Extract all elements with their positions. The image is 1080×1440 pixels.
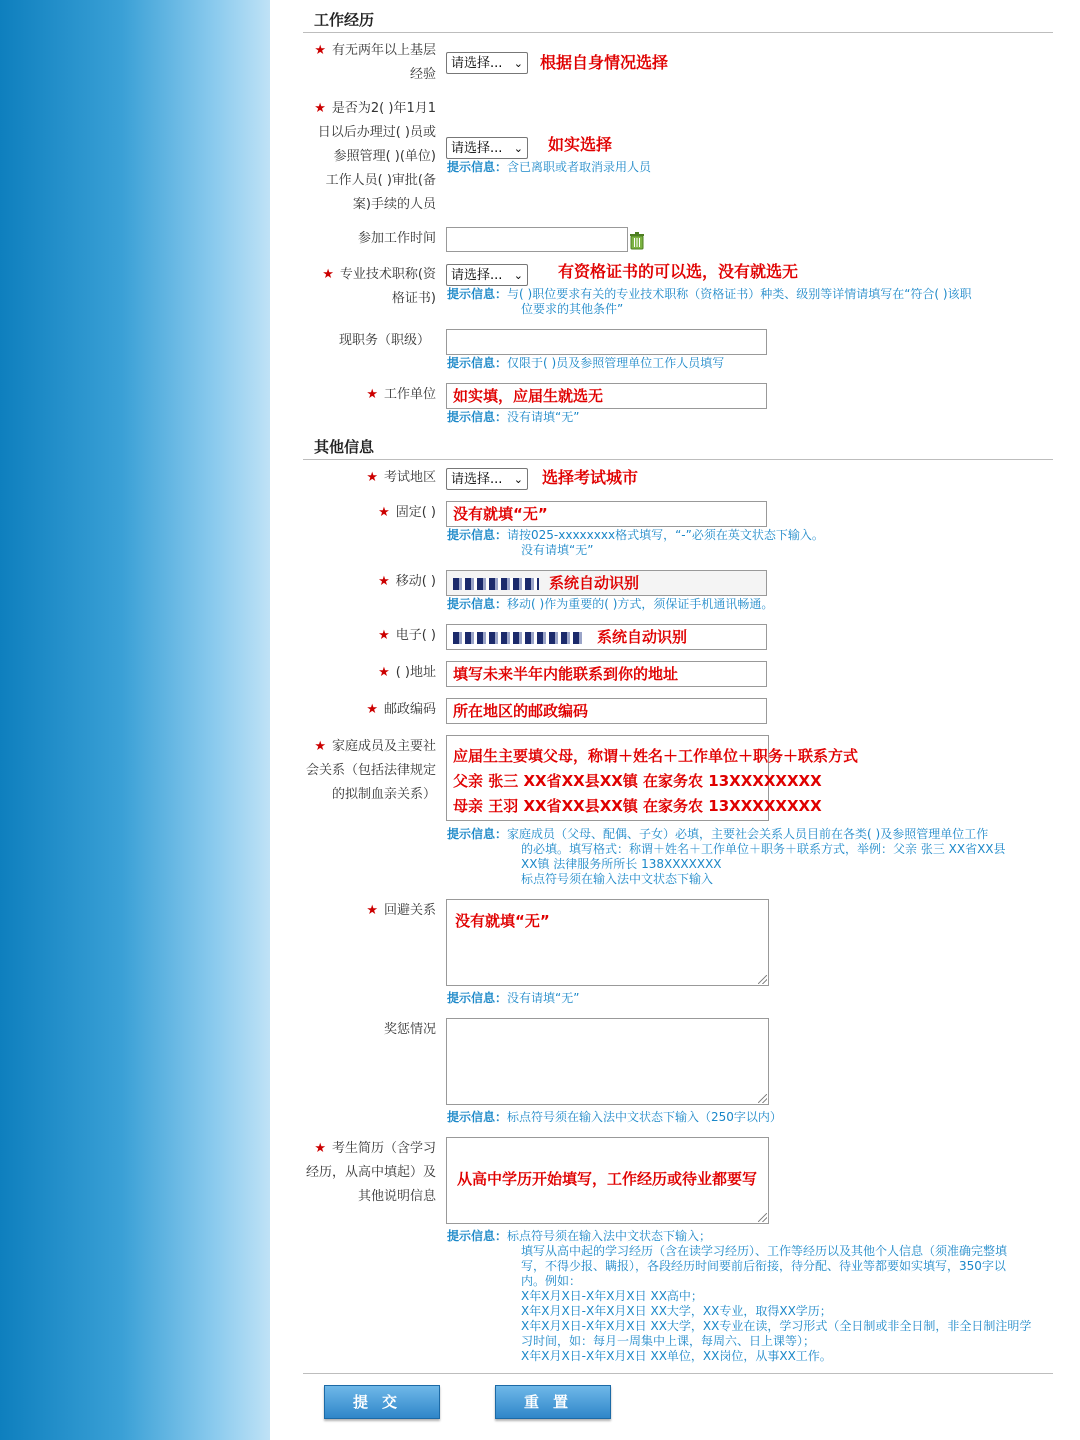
- required-star: ★: [366, 470, 378, 485]
- label-exam-region: ★ 考试地区: [366, 470, 436, 485]
- annotation-professional-title: 有资格证书的可以选，没有就选无: [558, 262, 799, 281]
- section-title-other-info: 其他信息: [314, 438, 375, 456]
- chevron-down-icon: ⌄: [513, 57, 523, 70]
- redacted-email: [453, 632, 585, 644]
- label-awards: 奖惩情况: [383, 1022, 436, 1037]
- hint-family-members: 提示信息：家庭成员（父母、配偶、子女）必填，主要社会关系人员目前在各类( )及参照管理单位工作 的必填。填写格式：称谓＋姓名＋工作单位＋职务＋联系方式，举例：父亲 张三 XX省XX县 XX镇 法律服务所所长 138XXXXXXX 标点符号须在输入法中文状态下输入: [447, 827, 1006, 886]
- redacted-phone: [453, 578, 539, 590]
- label-mobile: ★ 移动( ): [378, 574, 436, 589]
- awards-textarea[interactable]: [446, 1018, 769, 1105]
- select-exam-region[interactable]: 请选择... ⌄: [446, 468, 528, 490]
- hint-awards: 提示信息：标点符号须在输入法中文状态下输入（250字以内）: [447, 1110, 782, 1124]
- avoidance-textarea[interactable]: 没有就填“无”: [446, 899, 769, 986]
- work-start-date-input[interactable]: [446, 227, 628, 252]
- reset-button[interactable]: 重置: [495, 1385, 611, 1419]
- label-postcode: ★ 邮政编码: [366, 702, 436, 717]
- required-star: ★: [366, 903, 378, 918]
- required-star: ★: [366, 387, 378, 402]
- required-star: ★: [378, 628, 390, 643]
- form-footer-divider: [303, 1373, 1053, 1374]
- hint-mobile: 提示信息：移动( )作为重要的( )方式，须保证手机通讯畅通。: [447, 597, 774, 611]
- landline-input[interactable]: 没有就填“无”: [446, 501, 767, 527]
- address-input[interactable]: 填写未来半年内能联系到你的地址: [446, 661, 767, 687]
- select-professional-title[interactable]: 请选择... ⌄: [446, 264, 528, 286]
- mobile-input[interactable]: 系统自动识别: [446, 570, 767, 596]
- label-current-position: 现职务（职级）: [338, 333, 430, 348]
- hint-current-position: 提示信息：仅限于( )员及参照管理单位工作人员填写: [447, 356, 725, 370]
- label-professional-title: ★ 专业技术职称(资 格证书): [322, 267, 436, 306]
- label-civil-servant: ★ 是否为2( )年1月1 日以后办理过( )员或 参照管理( )(单位) 工作人员( )审批(备 案)手续的人员: [314, 101, 436, 212]
- chevron-down-icon: ⌄: [513, 473, 523, 486]
- required-star: ★: [314, 101, 326, 116]
- label-email: ★ 电子( ): [378, 628, 436, 643]
- required-star: ★: [314, 1141, 326, 1156]
- hint-landline: 提示信息：请按025-xxxxxxxx格式填写，“-”必须在英文状态下输入。 没有请填“无”: [447, 528, 824, 557]
- label-family-members: ★ 家庭成员及主要社 会关系（包括法律规定 的拟制血亲关系）: [305, 739, 436, 802]
- required-star: ★: [314, 43, 326, 58]
- current-position-input[interactable]: [446, 329, 767, 355]
- hint-avoidance: 提示信息：没有请填“无”: [447, 991, 580, 1005]
- section-title-work-history: 工作经历: [314, 11, 375, 29]
- label-two-years-experience: ★ 有无两年以上基层 经验: [314, 43, 436, 82]
- required-star: ★: [378, 665, 390, 680]
- required-star: ★: [314, 739, 326, 754]
- section-divider: [303, 459, 1053, 460]
- hint-civil-servant: 提示信息：含已离职或者取消录用人员: [447, 160, 652, 174]
- hint-resume: 提示信息：标点符号须在输入法中文状态下输入； 填写从高中起的学习经历（含在读学习经历）、工作等经历以及其他个人信息（须准确完整填 写，不得少报、瞒报），各段经历时间要前后衔接，待分配、待业等都要如实填写，350字以 内。例如： X年X月X日-X年X月X日 XX高中； X年X月X日-X年X月X日 XX大学，XX专业，取得XX学历； X年X月X日-X年X月X日 XX大学，XX专业在读，学习形式（全日制或非全日制，非全日制注明学 习时间，如：每月一周集中上课，每周六、日上课等）； X年X月X日-X年X月X日 XX单位，XX岗位，从事XX工作。: [447, 1229, 1032, 1363]
- postcode-input[interactable]: 所在地区的邮政编码: [446, 698, 767, 724]
- employer-input[interactable]: 如实填，应届生就选无: [446, 383, 767, 409]
- submit-button[interactable]: 提交: [324, 1385, 440, 1419]
- annotation-exam-region: 选择考试城市: [542, 468, 639, 487]
- select-two-years-experience[interactable]: 请选择... ⌄: [446, 52, 528, 74]
- clear-date-icon[interactable]: [629, 232, 645, 250]
- required-star: ★: [378, 505, 390, 520]
- annotation-two-years: 根据自身情况选择: [540, 53, 669, 72]
- resize-handle[interactable]: [758, 1213, 767, 1222]
- annotation-civil-servant: 如实选择: [548, 135, 613, 154]
- resume-textarea[interactable]: 从高中学历开始填写，工作经历或待业都要写: [446, 1137, 769, 1224]
- label-resume: ★ 考生简历（含学习 经历，从高中填起）及 其他说明信息: [305, 1141, 436, 1204]
- email-input[interactable]: 系统自动识别: [446, 624, 767, 650]
- required-star: ★: [378, 574, 390, 589]
- section-divider: [303, 32, 1053, 33]
- chevron-down-icon: ⌄: [513, 269, 523, 282]
- hint-employer: 提示信息：没有请填“无”: [447, 410, 580, 424]
- resize-handle[interactable]: [758, 975, 767, 984]
- label-landline: ★ 固定( ): [378, 505, 436, 520]
- hint-professional-title: 提示信息：与( )职位要求有关的专业技术职称（资格证书）种类、级别等详情请填写在“符合( )该职 位要求的其他条件”: [447, 287, 972, 316]
- label-avoidance: ★ 回避关系: [366, 903, 436, 918]
- label-address: ★ ( )地址: [378, 665, 436, 680]
- family-members-textarea[interactable]: 应届生主要填父母，称谓＋姓名＋工作单位＋职务＋联系方式 父亲 张三 XX省XX县XX镇 在家务农 13XXXXXXXX 母亲 王羽 XX省XX县XX镇 在家务农 13XXXXXXXX: [446, 735, 769, 821]
- required-star: ★: [322, 267, 334, 282]
- label-work-start: 参加工作时间: [357, 231, 436, 246]
- chevron-down-icon: ⌄: [513, 142, 523, 155]
- left-decorative-sidebar: [0, 0, 270, 1440]
- select-civil-servant[interactable]: 请选择... ⌄: [446, 137, 528, 159]
- resize-handle[interactable]: [758, 1094, 767, 1103]
- label-employer: ★ 工作单位: [366, 387, 436, 402]
- required-star: ★: [366, 702, 378, 717]
